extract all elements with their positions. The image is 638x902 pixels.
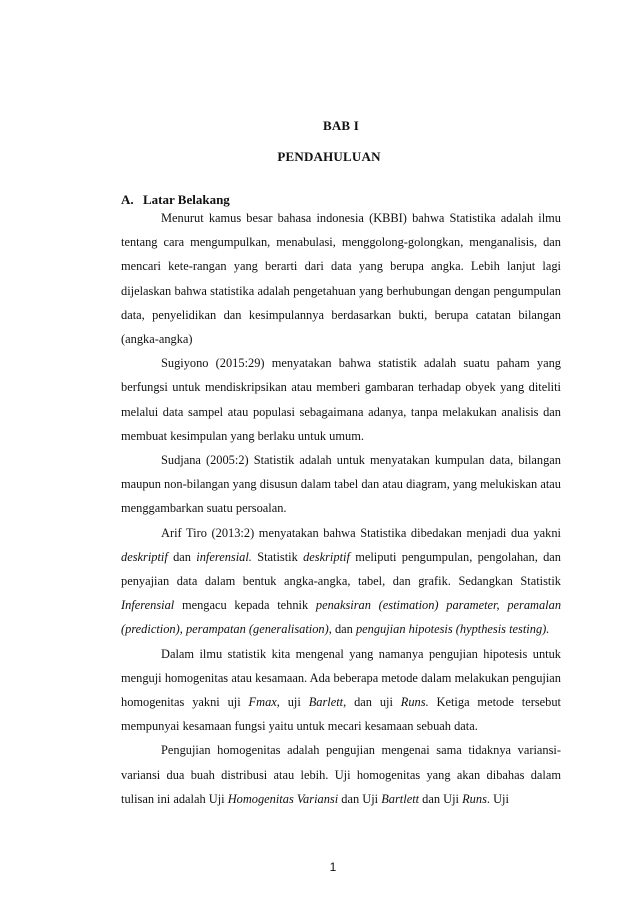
text-run: Dalam ilmu statistik kita mengenal yang namanya pengujian hipotesis untuk menguji homogenitas atau kesamaan. Ada beberapa metode dalam melakukan pengujian homogenitas yakni uji [121, 646, 561, 710]
italic-text-run: deskriptif [121, 549, 168, 564]
paragraph [121, 448, 561, 521]
text-run: mengacu kepada tehnik [174, 598, 316, 613]
text-run: Sugiyono (2015:29) menyatakan bahwa statistik adalah suatu paham yang berfungsi untuk mendiskripsikan atau memberi gambaran terhadap obyek yang diteliti melalui data sampel atau populasi sebagaimana adanya, tanpa melakukan analisis dan membuat kesimpulan yang berlaku untuk umum. [121, 356, 561, 443]
italic-text-run: Barlett [308, 695, 344, 710]
text-run: , dan uji [343, 695, 401, 710]
chapter-number: BAB I [322, 118, 360, 133]
text-run: Sudjana (2005:2) Statistik adalah untuk menyatakan kumpulan data, bilangan maupun non-bilangan yang disusun dalam tabel dan atau diagram, yang melukiskan atau menggambarkan suatu persoalan. [121, 453, 561, 516]
page-number: 1 [329, 860, 337, 874]
text-run: dan Uji [338, 791, 382, 806]
text-run: Statistik [251, 549, 304, 564]
italic-text-run: deskriptif [303, 549, 350, 564]
italic-text-run: inferensial. [196, 549, 252, 564]
text-run: Pengujian homogenitas adalah pengujian mengenai sama tidaknya variansi-variansi dua buah distribusi atau lebih. Uji homogenitas yang akan dibahas dalam tulisan ini adalah Uji [121, 743, 561, 806]
text-run: dan [167, 549, 197, 564]
body-text [121, 206, 561, 811]
text-run: , [179, 622, 186, 637]
italic-text-run: Homogenitas Variansi [227, 791, 339, 806]
text-run: , uji [276, 695, 309, 710]
paragraph [121, 642, 561, 739]
text-run: . Uji [486, 791, 509, 806]
italic-text-run: Inferensial [121, 598, 175, 613]
text-run: meliputi pengumpulan, pengolahan, dan penyajian data dalam bentuk angka-angka, tabel, dan grafik. Sedangkan Statistik [121, 549, 561, 589]
section-title: Latar Belakang [143, 192, 230, 207]
italic-text-run: penaksiran (estimation) parameter, peramalan (prediction) [121, 598, 562, 637]
section-letter: A. [121, 192, 134, 207]
text-run: dan Uji [419, 791, 463, 806]
italic-text-run: Fmax [248, 695, 277, 710]
italic-text-run: Runs. [400, 695, 429, 710]
text-run: , dan [328, 622, 356, 637]
paragraph [121, 738, 561, 811]
text-run: Ketiga metode tersebut mempunyai kesamaan fungsi yaitu untuk mecari kesamaan sebuah data. [121, 695, 561, 734]
paragraph [121, 206, 561, 351]
italic-text-run: pengujian hipotesis (hypthesis testing). [355, 622, 550, 637]
italic-text-run: Bartlett [381, 791, 420, 806]
paragraph [121, 351, 561, 448]
chapter-title: PENDAHULUAN [277, 149, 381, 164]
text-run: Menurut kamus besar bahasa indonesia (KBBI) bahwa Statistika adalah ilmu tentang cara mengumpulkan, menabulasi, menggolong-golongkan, menganalisis, dan mencari kete-rangan yang berarti dari data yang berupa angka. Lebih lanjut lagi dijelaskan bahwa statistika adalah pengetahuan yang berhubungan dengan pengumpulan data, penyelidikan dan kesimpulannya berdasarkan bukti, berupa catatan bilangan (angka-angka) [121, 211, 561, 347]
paragraph [121, 521, 561, 642]
italic-text-run: perampatan (generalisation) [185, 622, 329, 637]
italic-text-run: Runs [462, 791, 487, 806]
text-run: Arif Tiro (2013:2) menyatakan bahwa Statistika dibedakan menjadi dua yakni [161, 525, 561, 540]
